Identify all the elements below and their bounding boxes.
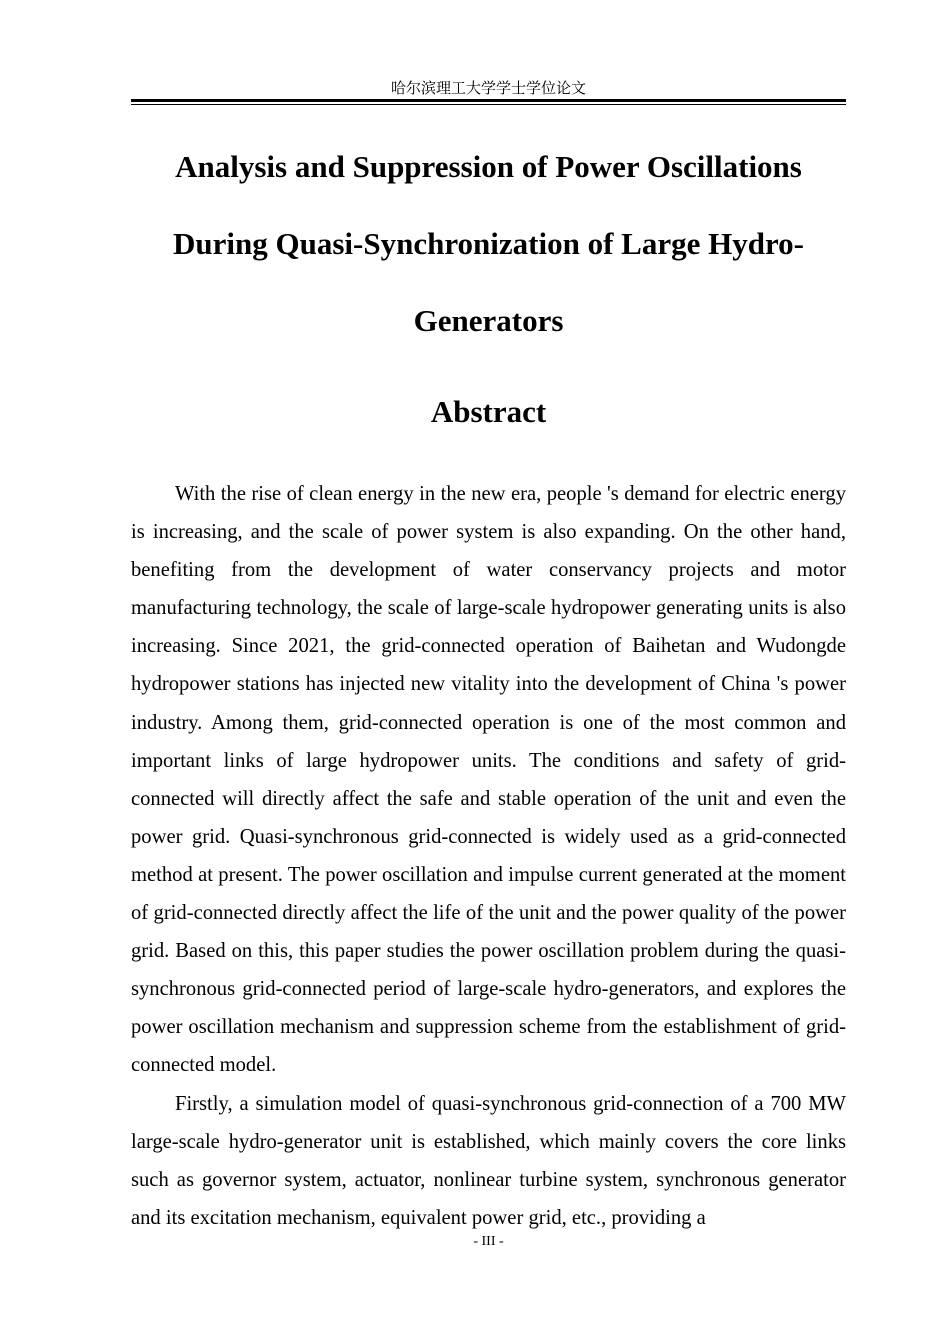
- abstract-body: [131, 475, 846, 1237]
- page-number: - III -: [473, 1234, 504, 1249]
- abstract-heading: Abstract: [430, 394, 547, 429]
- header-rule-thick: [131, 99, 846, 102]
- header-rule-thin: [131, 104, 846, 105]
- running-header: 哈尔滨理工大学学士学位论文: [390, 79, 586, 97]
- abstract-paragraph-2: Firstly, a simulation model of quasi-synchronous grid-connection of a 700 MW large-scale hydro-generator unit is established, which mainly covers the core links such as governor system, actuator, nonlinear turbine system, synchronous generator and its excitation mechanism, equivalent power grid, etc., providing a: [131, 1092, 846, 1229]
- thesis-title: Analysis and Suppression of Power Oscillations During Quasi-Synchronization of Large Hydro-Generators: [173, 149, 804, 338]
- abstract-paragraph-1: With the rise of clean energy in the new era, people 's demand for electric energy is increasing, and the scale of power system is also expanding. On the other hand, benefiting from the development of water conservancy projects and motor manufacturing technology, the scale of large-scale hydropower generating units is also increasing. Since 2021, the grid-connected operation of Baihetan and Wudongde hydropower stations has injected new vitality into the development of China 's power industry. Among them, grid-connected operation is one of the most common and important links of large hydropower units. The conditions and safety of grid-connected will directly affect the safe and stable operation of the unit and even the power grid. Quasi-synchronous grid-connected is widely used as a grid-connected method at present. The power oscillation and impulse current generated at the moment of grid-connected directly affect the life of the unit and the power quality of the power grid. Based on this, this paper studies the power oscillation problem during the quasi-synchronous grid-connected period of large-scale hydro-generators, and explores the power oscillation mechanism and suppression scheme from the establishment of grid-connected model.: [131, 483, 846, 1077]
